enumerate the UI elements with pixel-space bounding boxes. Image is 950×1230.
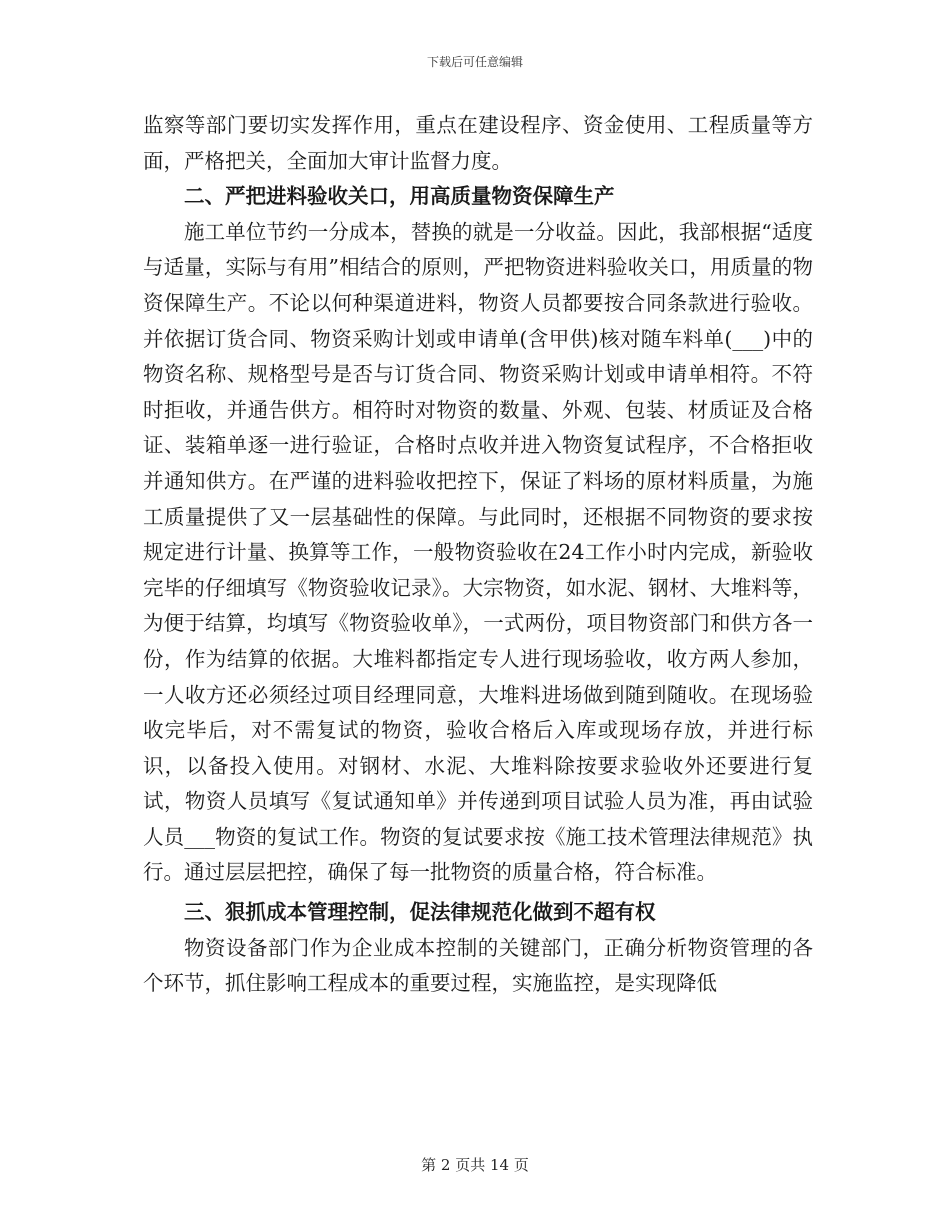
page-header: 下载后可任意编辑: [426, 55, 523, 69]
paragraph-section-3: 物资设备部门作为企业成本控制的关键部门，正确分析物资管理的各个环节，抓住影响工程成本的重要过程，实施监控，是实现降低: [143, 935, 813, 996]
page-number-footer: 第 2 页共 14 页: [421, 1156, 529, 1174]
paragraph-continued: 监察等部门要切实发挥作用，重点在建设程序、资金使用、工程质量等方面，严格把关，全面加大审计监督力度。: [143, 113, 813, 173]
paragraph-section-2: 施工单位节约一分成本，替换的就是一分收益。因此，我部根据“适度与适量，实际与有用”相结合的原则，严把物资进料验收关口，用质量的物资保障生产。不论以何种渠道进料，物资人员都要按合同条款进行验收。并依据订货合同、物资采购计划或申请单(含甲供)核对随车料单(___)中的物资名称、规格型号是否与订货合同、物资采购计划或申请单相符。不符时拒收，并通告供方。相符时对物资的数量、外观、包装、材质证及合格证、装箱单逐一进行验证，合格时点收并进入物资复试程序，不合格拒收并通知供方。在严谨的进料验收把控下，保证了料场的原材料质量，为施工质量提供了又一层基础性的保障。与此同时，还根据不同物资的要求按规定进行计量、换算等工作，一般物资验收在24工作小时内完成，新验收完毕的仔细填写《物资验收记录》。大宗物资，如水泥、钢材、大堆料等，为便于结算，均填写《物资验收单》，一式两份，项目物资部门和供方各一份，作为结算的依据。大堆料都指定专人进行现场验收，收方两人参加，一人收方还必须经过项目经理同意，大堆料进场做到随到随收。在现场验收完毕后，对不需复试的物资，验收合格后入库或现场存放，并进行标识，以备投入使用。对钢材、水泥、大堆料除按要求验收外还要进行复试，物资人员填写《复试通知单》并传递到项目试验人员为准，再由试验人员___物资的复试工作。物资的复试要求按《施工技术管理法律规范》执行。通过层层把控，确保了每一批物资的质量合格，符合标准。: [143, 219, 813, 885]
document-body: [143, 108, 813, 1002]
section-heading-2: 二、严把进料验收关口，用高质量物资保障生产: [184, 184, 615, 209]
section-heading-3: 三、狠抓成本管理控制，促法律规范化做到不超有权: [184, 900, 656, 925]
